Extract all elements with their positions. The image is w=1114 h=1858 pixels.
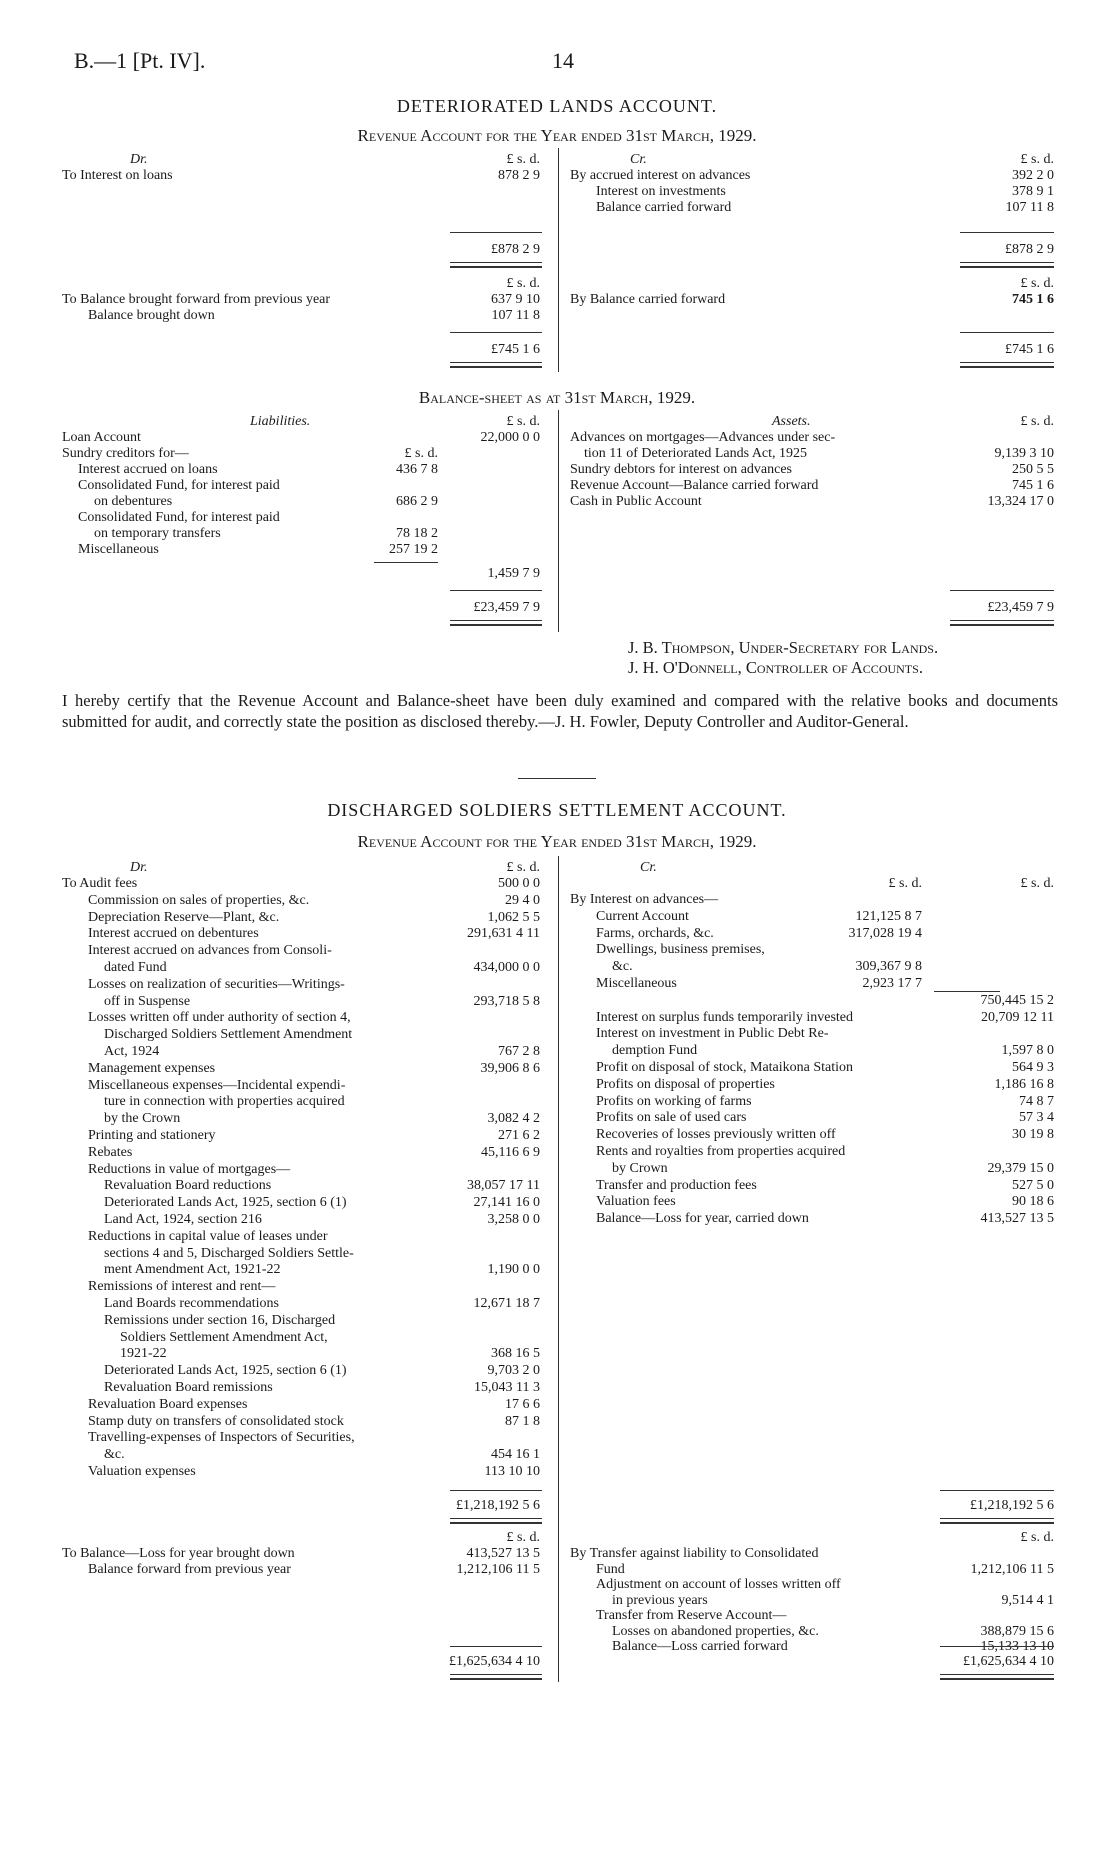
dl-cr2-amount: 745 1 6 [1012,292,1054,307]
dss-credit-subamount: 309,367 9 8 [855,959,922,975]
dss-dr2-item: Balance forward from previous year [88,1562,291,1577]
bs-cur-left: £ s. d. [506,414,540,429]
dl-total2-left: £745 1 6 [491,342,540,357]
rule [960,332,1054,333]
dl-cr-item: Interest on investments [596,184,726,199]
dss-debit-amount: 27,141 16 0 [473,1195,540,1211]
dss-credit-amount: 1,186 16 8 [994,1076,1054,1092]
dl-cr-item: By accrued interest on advances [570,168,751,183]
rule [940,1490,1054,1491]
asset-item: Revenue Account—Balance carried forward [570,478,819,493]
sc-amount: 436 7 8 [396,462,438,477]
dss-credit-amount: 527 5 0 [1012,1177,1054,1193]
dl-cr-amount: 378 9 1 [1012,184,1054,199]
dl-total-right: £878 2 9 [1005,242,1054,257]
dss-credit-amount: 90 18 6 [1012,1194,1054,1210]
dss-debit-item: Commission on sales of properties, &c. [88,892,310,908]
dss-credit-amount: 413,527 13 5 [980,1211,1054,1227]
dl-dr2-amount: 107 11 8 [491,308,540,323]
double-rule [940,1674,1054,1680]
dl-cur2-right: £ s. d. [1020,276,1054,291]
dss-debit-item: Remissions under section 16, Discharged [104,1312,336,1328]
rule [450,590,542,591]
dss-credit-item: Profits on working of farms [596,1093,752,1109]
dss-debit-item: Revaluation Board remissions [104,1380,273,1395]
asset-item: Sundry debtors for interest on advances [570,462,792,477]
dss-debit-item: Travelling-expenses of Inspectors of Securities, [88,1430,355,1446]
dss-debit-item: Reductions in value of mortgages— [88,1161,291,1177]
rule [450,1490,542,1491]
dss-debit-amount: 12,671 18 7 [473,1296,540,1311]
dss-credit-item: Balance—Loss for year, carried down [596,1211,809,1227]
audit-certificate: I hereby certify that the Revenue Account and Balance-sheet have been duly examined and compared with the relative books and documents submitted for audit, and correctly state the position as disclosed thereby.—J. H. Fowler, Deputy Controller and Auditor-General. [62,691,1058,731]
dss-debit-item: Discharged Soldiers Settlement Amendment [104,1027,353,1043]
rule [450,232,542,233]
dss-debit-item: Stamp duty on transfers of consolidated stock [88,1413,344,1429]
double-rule [960,262,1054,268]
sc-total: 1,459 7 9 [487,566,540,581]
sc-item: on debentures [94,494,173,509]
dss-debit-amount: 87 1 8 [505,1413,540,1429]
dss-debit-item: ment Amendment Act, 1921-22 [104,1262,281,1278]
rule [374,562,438,563]
dl-bs-title: Balance-sheet as at 31st March, 1929. [418,388,696,407]
dss-debit-item: Depreciation Reserve—Plant, &c. [88,909,280,925]
sc-amount: 78 18 2 [396,526,438,541]
dss-debit-item: Land Act, 1924, section 216 [104,1212,262,1227]
dss-total2-left: £1,625,634 4 10 [449,1654,540,1669]
double-rule [950,620,1054,626]
double-rule [450,1518,542,1524]
dl-dr2-amount: 637 9 10 [491,292,540,307]
dss-debit-amount: 45,116 6 9 [481,1144,540,1160]
dss-debit-amount: 291,631 4 11 [467,926,540,942]
dss-debit-amount: 113 10 10 [484,1464,540,1479]
dss-debit-item: Remissions of interest and rent— [88,1279,276,1295]
dss-debit-item: Soldiers Settlement Amendment Act, [120,1329,328,1345]
dss-dr2-amount: 1,212,106 11 5 [456,1562,540,1577]
rule [934,991,1000,992]
dss-debit-item: ture in connection with properties acquired [104,1094,345,1110]
dss-credit-amount: 1,597 8 0 [1001,1043,1054,1059]
sc-item: Consolidated Fund, for interest paid [78,510,280,525]
sc-amount: 257 19 2 [389,542,438,557]
sundry-creditors: Sundry creditors for— [62,446,189,461]
double-rule [450,620,542,626]
dss-credit-item: demption Fund [612,1043,698,1059]
dss-credit-item: Interest on investment in Public Debt Re- [596,1026,829,1042]
section-separator [518,778,596,779]
dss-credit-item: &c. [612,959,633,975]
dl-cur-right: £ s. d. [1020,152,1054,167]
asset-item: Cash in Public Account [570,494,702,509]
dl-revenue-title: Revenue Account for the Year ended 31st March, 1929. [357,126,757,145]
dss-debit-amount: 500 0 0 [498,876,540,891]
double-rule [960,362,1054,368]
report-reference: B.—1 [Pt. IV]. [74,48,206,73]
rule [940,1646,1054,1647]
dss-dr2-amount: 413,527 13 5 [466,1546,540,1561]
dl-cr-label: Cr. [630,152,647,167]
assets-heading: Assets. [772,414,811,429]
dss-credit2-item: Transfer from Reserve Account— [596,1608,787,1623]
dss-debit-amount: 1,062 5 5 [487,909,540,925]
dss-credit-amount: 57 3 4 [1019,1110,1054,1126]
dss-debit-item: Rebates [88,1144,133,1160]
dss-cur-right-inner: £ s. d. [888,876,922,891]
dss-debit-item: sections 4 and 5, Discharged Soldiers Settle- [104,1245,354,1261]
dss-debit-amount: 3,082 4 2 [487,1111,540,1127]
dss-debit-item: Revaluation Board reductions [104,1178,272,1194]
dl-bs-divider [558,410,559,632]
dss-title: DISCHARGED SOLDIERS SETTLEMENT ACCOUNT. [327,800,787,820]
dss-credit-subamount: 317,028 19 4 [848,925,922,941]
dss-debit-item: Interest accrued on debentures [88,926,259,942]
dss-credit-item: Profits on disposal of properties [596,1076,775,1092]
dl-dr-item: To Interest on loans [62,168,173,183]
dss-revenue-title: Revenue Account for the Year ended 31st March, 1929. [357,832,757,851]
dss-credit-item: Rents and royalties from properties acquired [596,1144,846,1159]
dss-debit-item: Deteriorated Lands Act, 1925, section 6 (1) [104,1363,347,1379]
double-rule [940,1518,1054,1524]
dss-credit-amount: 20,709 12 11 [981,1009,1054,1025]
dss-debit-item: dated Fund [104,960,167,975]
dss-credit-amount: 30 19 8 [1012,1127,1054,1143]
dss-debit-item: Valuation expenses [88,1464,196,1479]
dss-debit-item: Deteriorated Lands Act, 1925, section 6 (1) [104,1195,347,1211]
dss-credit2-amount: 15,133 13 10 [980,1639,1054,1654]
dss-credit2-amount: 9,514 4 1 [1001,1592,1054,1608]
dss-credit-item: Profits on sale of used cars [596,1110,747,1126]
dss-dr2-item: To Balance—Loss for year brought down [62,1546,295,1561]
dss-credit-item: Current Account [596,908,689,924]
dl-cr-amount: 107 11 8 [1005,200,1054,215]
dss-credit2-amount: 388,879 15 6 [980,1623,1054,1639]
dss-debit-amount: 9,703 2 0 [487,1363,540,1379]
dl-cr2-item: By Balance carried forward [570,292,726,307]
dss-debit-amount: 454 16 1 [491,1447,540,1463]
dss-debit-amount: 3,258 0 0 [487,1212,540,1227]
dss-cur-right: £ s. d. [1020,876,1054,891]
dss-debit-item: off in Suspense [104,993,191,1009]
dss-credit-item: Miscellaneous [596,976,677,991]
dss-cur-left: £ s. d. [506,860,540,875]
dss-credit-item: Transfer and production fees [596,1177,757,1193]
dl-cr-amount: 392 2 0 [1012,168,1054,183]
dss-debit-item: Management expenses [88,1060,216,1076]
dss-credit2-item: Losses on abandoned properties, &c. [612,1623,819,1639]
dl-cur2-left: £ s. d. [506,276,540,291]
rule [450,1646,542,1647]
dss-credit-subamount: 2,923 17 7 [862,976,922,991]
dss-debit-item: To Audit fees [62,876,138,891]
dss-debit-amount: 17 6 6 [505,1396,540,1412]
dss-credit-subamount: 121,125 8 7 [855,908,922,924]
dss-debit-item: Revaluation Board expenses [88,1396,248,1412]
bs-cur-right: £ s. d. [1020,414,1054,429]
dl-cur-left: £ s. d. [506,152,540,167]
sc-item: Consolidated Fund, for interest paid [78,478,280,493]
dss-debit-item: Reductions in capital value of leases under [88,1228,328,1244]
dl-cr-item: Balance carried forward [596,200,732,215]
dss-debit-item: &c. [104,1447,125,1463]
dss-debit-item: Losses written off under authority of section 4, [88,1010,351,1026]
dss-credit-item: Dwellings, business premises, [596,942,765,958]
double-rule [450,362,542,368]
dss-credit-item: Interest on surplus funds temporarily invested [596,1009,854,1025]
dss-cur2-left: £ s. d. [506,1530,540,1545]
dss-credit-item: Farms, orchards, &c. [596,925,714,941]
dl-title: DETERIORATED LANDS ACCOUNT. [396,96,718,116]
dss-credit2-item: in previous years [612,1592,708,1608]
sc-item: Miscellaneous [78,542,159,557]
dl-total2-right: £745 1 6 [1005,342,1054,357]
rule [960,232,1054,233]
bs-cur-inner: £ s. d. [404,446,438,461]
loan-account: Loan Account [62,430,141,445]
double-rule [450,262,542,268]
dss-debit-amount: 434,000 0 0 [473,960,540,975]
dss-debit-item: Interest accrued on advances from Consoli- [88,943,332,959]
asset-amount: 13,324 17 0 [987,494,1054,509]
signature-thompson: J. B. Thompson, Under-Secretary for Lands. [628,638,939,657]
dss-credit-item: By Interest on advances— [570,892,719,907]
dss-debit-item: Losses on realization of securities—Writings- [88,976,345,992]
dss-debit-item: 1921-22 [120,1346,167,1362]
dss-debit-amount: 271 6 2 [498,1128,540,1143]
sc-amount: 686 2 9 [396,494,438,509]
double-rule [450,1674,542,1680]
dss-credit-amount: 74 8 7 [1019,1093,1054,1109]
dss-debit-amount: 38,057 17 11 [467,1178,540,1194]
dl-dr-label: Dr. [130,152,148,167]
dss-debit-amount: 39,906 8 6 [480,1060,540,1076]
dss-debit-item: Act, 1924 [104,1044,160,1059]
dss-debit-amount: 15,043 11 3 [474,1380,540,1395]
dss-total-left: £1,218,192 5 6 [456,1498,540,1513]
loan-amount: 22,000 0 0 [480,430,540,445]
dl-dr2-item: To Balance brought forward from previous year [62,292,331,307]
dl-dr2-item: Balance brought down [88,308,215,323]
dss-credit-item: Profit on disposal of stock, Mataikona Station [596,1060,854,1075]
dss-total2-right: £1,625,634 4 10 [963,1654,1054,1669]
liabilities-heading: Liabilities. [250,414,311,429]
asset-amount: 9,139 3 10 [994,446,1054,461]
asset-item: Advances on mortgages—Advances under sec- [570,430,836,445]
rule [950,590,1054,591]
dss-debit-item: Miscellaneous expenses—Incidental expendi- [88,1077,346,1093]
dss-credit2-item: By Transfer against liability to Consolidated [570,1546,819,1561]
dl-total-left: £878 2 9 [491,242,540,257]
rule [450,332,542,333]
asset-item: tion 11 of Deteriorated Lands Act, 1925 [584,446,808,461]
dss-credit2-item: Balance—Loss carried forward [612,1639,788,1654]
dss-debit-amount: 767 2 8 [498,1044,540,1059]
dss-dr-label: Dr. [130,860,148,875]
dss-debit-amount: 1,190 0 0 [487,1262,540,1278]
bs-total-right: £23,459 7 9 [987,600,1054,615]
dss-debit-item: Printing and stationery [88,1128,216,1143]
bs-total-left: £23,459 7 9 [473,600,540,615]
page-number: 14 [552,48,574,73]
dss-cur2-right: £ s. d. [1020,1530,1054,1545]
dss-divider [558,856,559,1682]
dss-credit-item: Valuation fees [596,1194,676,1210]
asset-amount: 250 5 5 [1012,462,1054,477]
sc-item: on temporary transfers [94,526,221,541]
sc-item: Interest accrued on loans [78,462,218,477]
dss-credit-item: by Crown [612,1160,668,1176]
dss-debit-item: Land Boards recommendations [104,1296,279,1311]
dss-credit-item: Recoveries of losses previously written off [596,1127,836,1143]
signature-odonnell: J. H. O'Donnell, Controller of Accounts. [628,658,923,677]
dss-credit-amount: 29,379 15 0 [987,1160,1054,1176]
dss-credit2-item: Fund [596,1561,625,1577]
dl-rev-divider [558,148,559,372]
dl-dr-amount: 878 2 9 [498,168,540,183]
dss-debit-amount: 368 16 5 [491,1346,540,1362]
dss-credit-amount: 564 9 3 [1012,1060,1054,1075]
dss-total-right: £1,218,192 5 6 [970,1498,1054,1513]
dss-credit2-item: Adjustment on account of losses written off [596,1577,841,1592]
dss-credit2-amount: 1,212,106 11 5 [970,1561,1054,1577]
dss-cr-label: Cr. [640,860,657,875]
dss-debit-amount: 293,718 5 8 [473,993,540,1009]
dss-debit-amount: 29 4 0 [505,892,540,908]
dss-credit-amount: 750,445 15 2 [980,992,1054,1008]
dss-debit-item: by the Crown [104,1111,181,1127]
asset-amount: 745 1 6 [1012,478,1054,493]
